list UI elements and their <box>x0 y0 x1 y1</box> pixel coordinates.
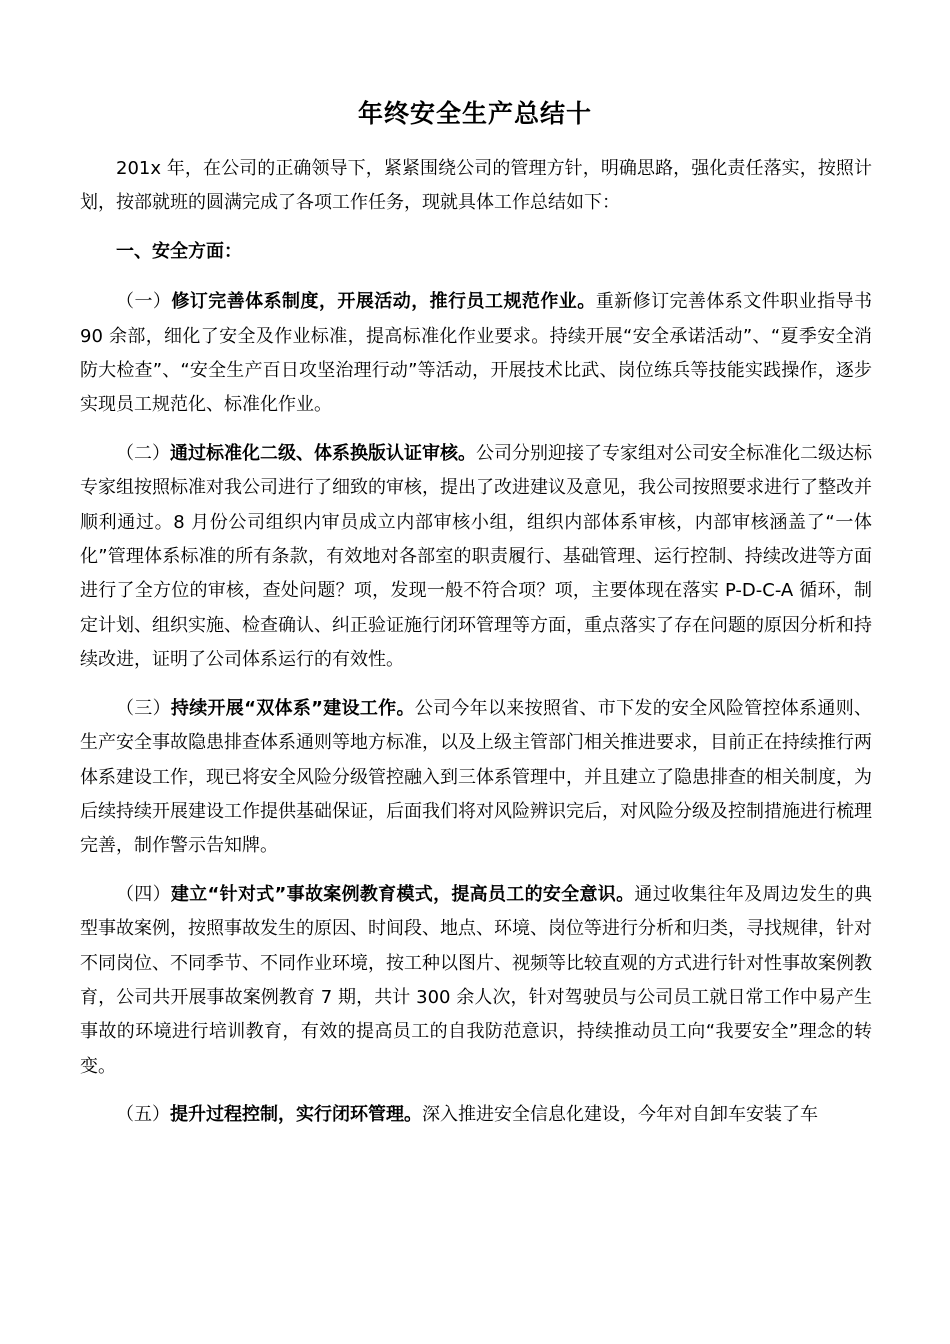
item-index: （二） <box>116 442 170 464</box>
item-body: 通过收集往年及周边发生的典型事故案例，按照事故发生的原因、时间段、地点、环境、岗位等进行分析和归类，寻找规律，针对不同岗位、不同季节、不同作业环境，按工种以图片、视频等比较直观的方式进行针对性事故案例教育，公司共开展事故案例教育 7 期，共计 300 余人次，针对驾驶员与公司员工就日常工作中易产生事故的环境进行培训教育，有效的提高员工的自我防范意识，持续推动员工向“我要安全”理念的转变。 <box>80 883 872 1077</box>
section-heading: 一、安全方面： <box>116 240 242 262</box>
item-index: （五） <box>116 1104 170 1126</box>
item-heading: 提升过程控制，实行闭环管理。 <box>170 1104 422 1126</box>
item-heading: 修订完善体系制度，开展活动，推行员工规范作业。 <box>171 291 596 313</box>
document-body <box>80 152 872 1147</box>
document-title: 年终安全生产总结十 <box>357 99 592 128</box>
item-index: （三） <box>116 697 171 719</box>
paragraph-item-2 <box>80 437 872 678</box>
paragraph-item-3 <box>80 692 872 864</box>
item-index: （四） <box>116 883 171 905</box>
item-heading: 通过标准化二级、体系换版认证审核。 <box>170 442 476 464</box>
item-index: （一） <box>116 291 172 313</box>
paragraph-item-5 <box>80 1098 872 1132</box>
item-heading: 建立“针对式”事故案例教育模式，提高员工的安全意识。 <box>170 883 635 905</box>
item-body: 公司今年以来按照省、市下发的安全风险管控体系通则、生产安全事故隐患排查体系通则等地方标准，以及上级主管部门相关推进要求，目前正在持续推行两体系建设工作，现已将安全风险分级管控融入到三体系管理中，并且建立了隐患排查的相关制度，为后续持续开展建设工作提供基础保证，后面我们将对风险辨识完后，对风险分级及控制措施进行梳理完善，制作警示告知牌。 <box>80 697 872 857</box>
paragraph-item-4 <box>80 878 872 1084</box>
paragraph-item-1 <box>80 285 872 423</box>
item-body: 深入推进安全信息化建设，今年对自卸车安装了车 <box>422 1104 818 1126</box>
item-body: 重新修订完善体系文件职业指导书 90 余部，细化了安全及作业标准，提高标准化作业要求。持续开展“安全承诺活动”、“夏季安全消防大检查”、“安全生产百日攻坚治理行动”等活动，开展技术比武、岗位练兵等技能实践操作，逐步实现员工规范化、标准化作业。 <box>80 291 873 416</box>
item-heading: 持续开展“双体系”建设工作。 <box>170 697 415 719</box>
intro-paragraph: 201x 年，在公司的正确领导下，紧紧围绕公司的管理方针，明确思路，强化责任落实，按照计划，按部就班的圆满完成了各项工作任务，现就具体工作总结如下： <box>80 158 872 214</box>
item-body: 公司分别迎接了专家组对公司安全标准化二级达标专家组按照标准对我公司进行了细致的审核，提出了改进建议及意见，我公司按照要求进行了整改并顺利通过。8 月份公司组织内审员成立内部审核小组，组织内部体系审核，内部审核涵盖了“一体化”管理体系标准的所有条款，有效地对各部室的职责履行、基础管理、运行控制、持续改进等方面进行了全方位的审核，查处问题？项，发现一般不符合项？项，主要体现在落实 P-D-C-A 循环，制定计划、组织实施、检查确认、纠正验证施行闭环管理等方面，重点落实了存在问题的原因分析和持续改进，证明了公司体系运行的有效性。 <box>80 442 872 671</box>
